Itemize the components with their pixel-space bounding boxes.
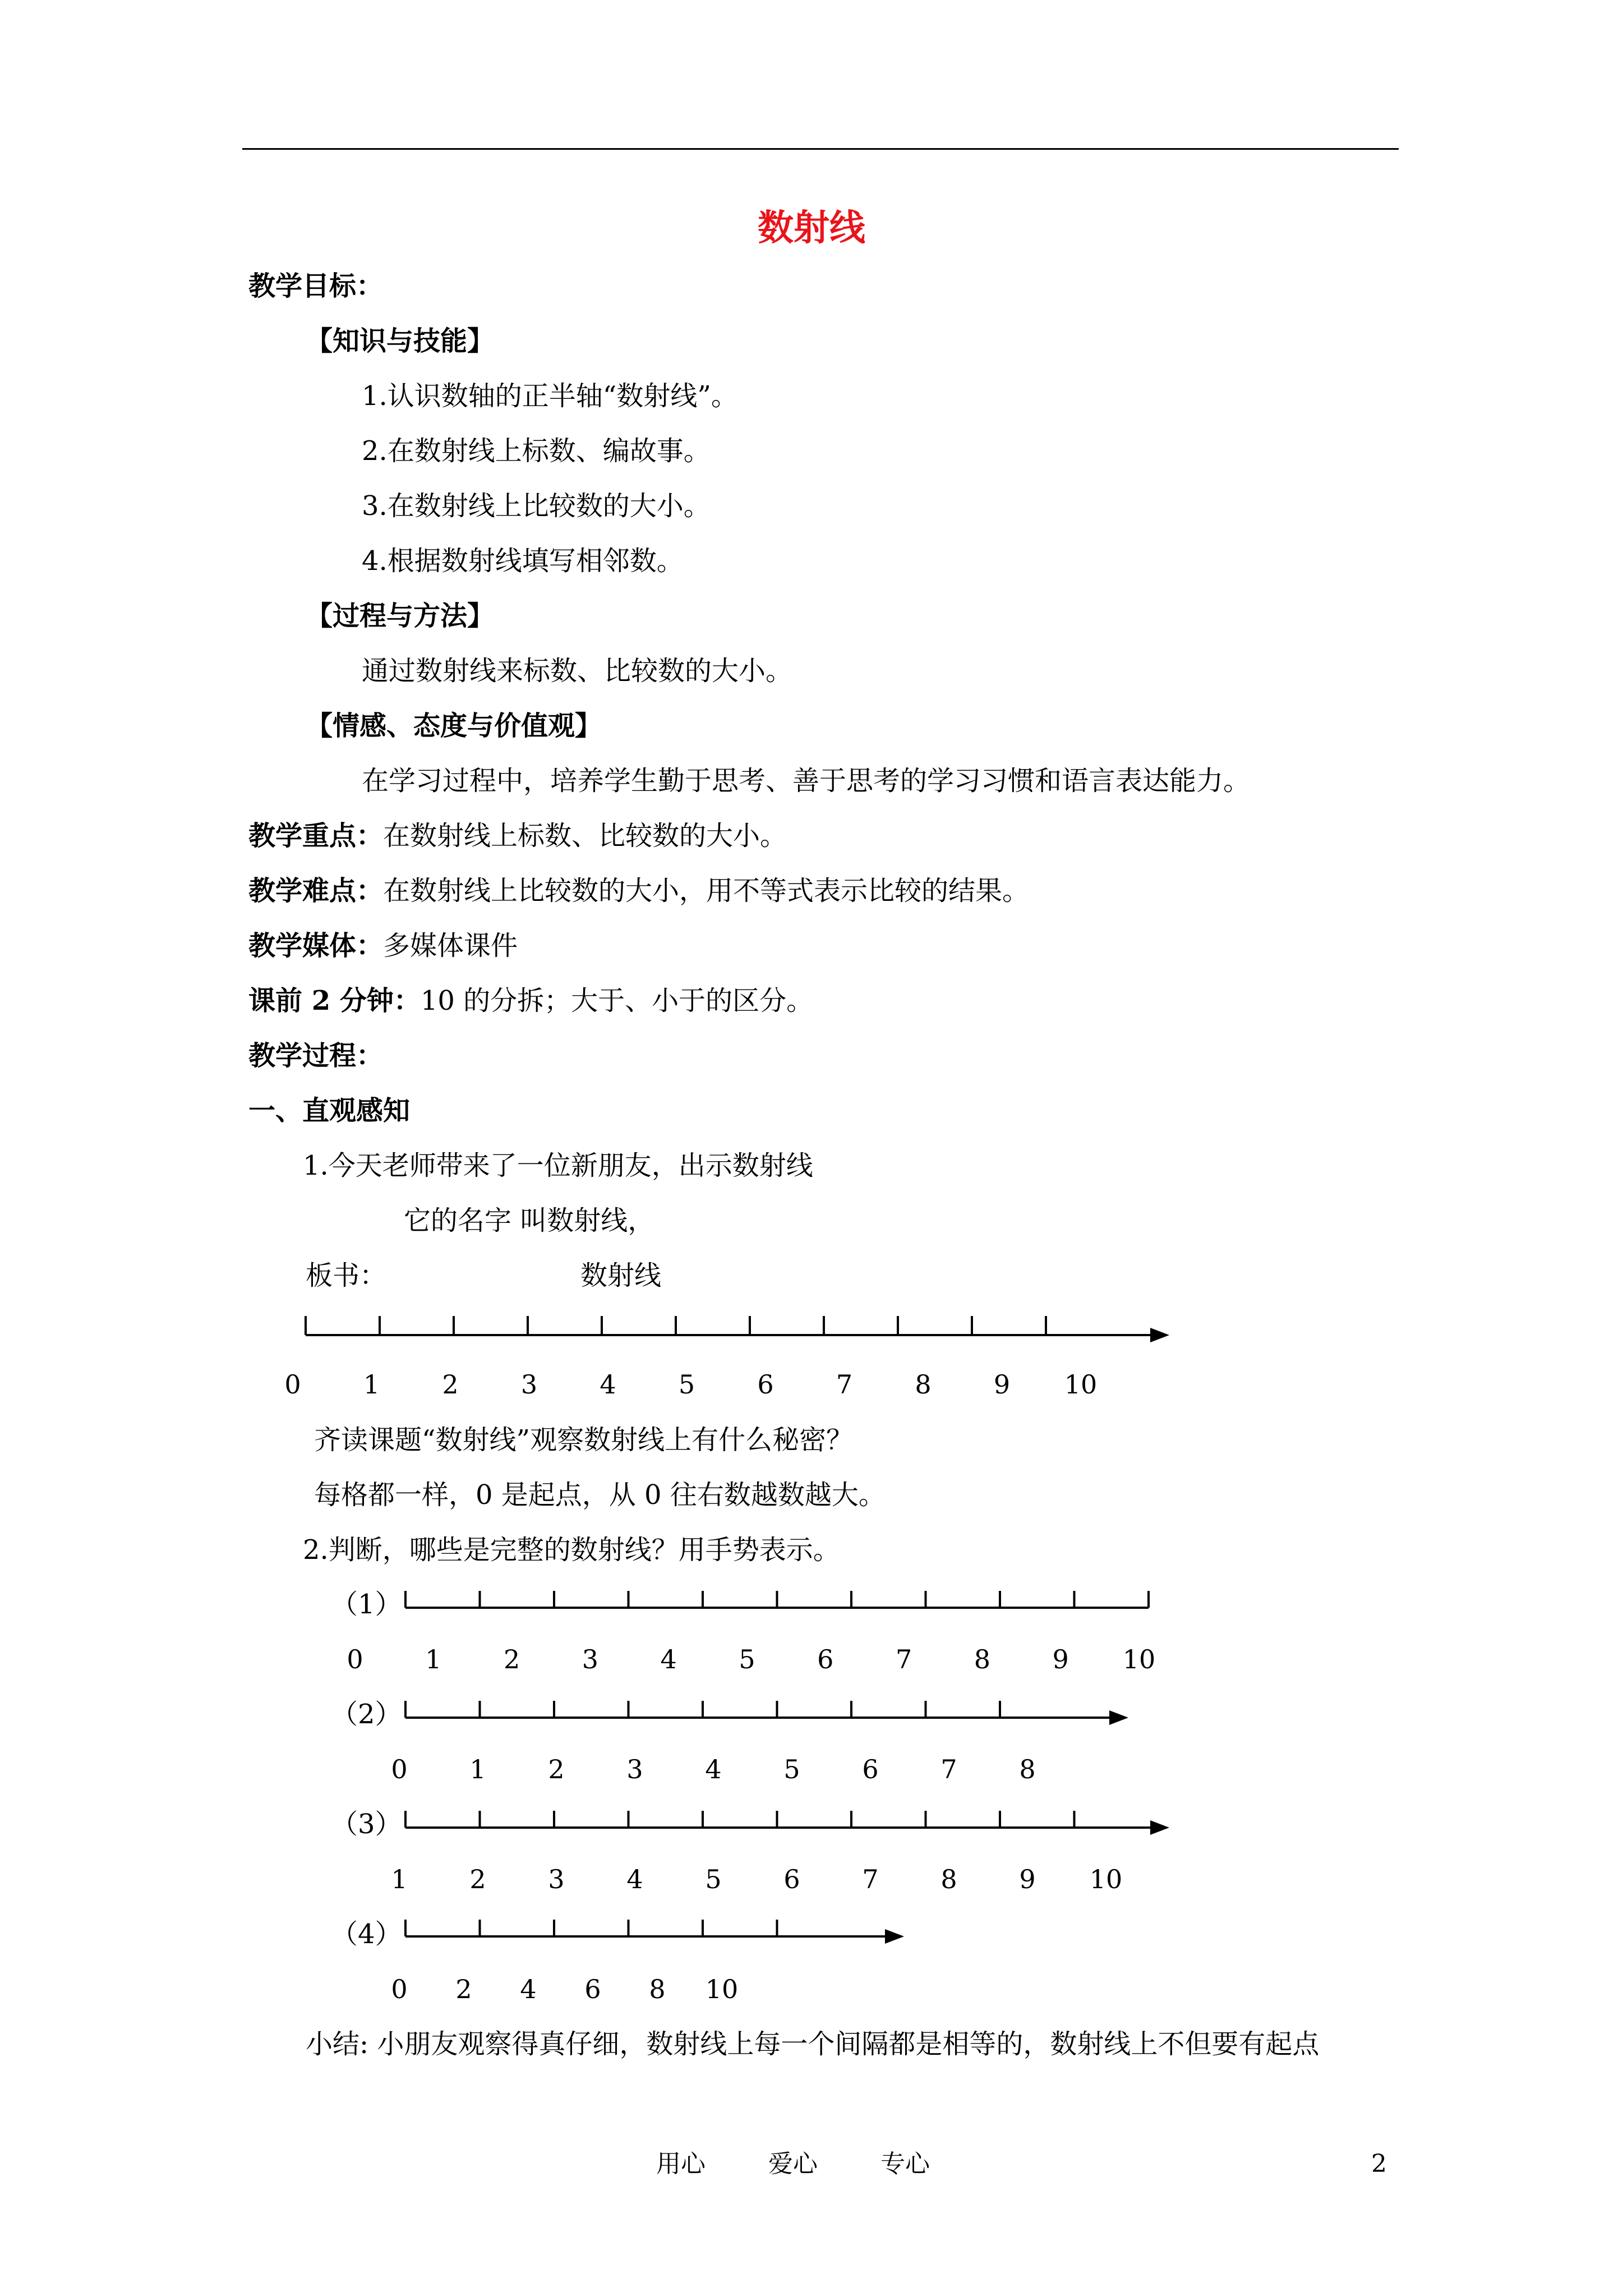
q2-tick-label: 6 — [862, 1754, 879, 1784]
main-tick-label: 7 — [836, 1369, 853, 1400]
observe-text: 每格都一样，0 是起点，从 0 往右数越数越大。 — [314, 1479, 886, 1511]
process-text: 通过数射线来标数、比较数的大小。 — [362, 655, 793, 687]
q4-tick-label: 2 — [455, 1974, 472, 2004]
q3-tick-label: 9 — [1019, 1864, 1036, 1894]
knowledge-item-3: 3.在数射线上比较数的大小。 — [362, 490, 711, 522]
pre-class-label: 课前 2 分钟： — [248, 985, 421, 1016]
q1-tag: （1） — [331, 1589, 402, 1620]
q2-arrowhead — [1109, 1710, 1128, 1725]
q3-tick-label: 2 — [469, 1864, 486, 1894]
q4-tick-label: 0 — [391, 1974, 408, 2004]
knowledge-item-2: 2.在数射线上标数、编故事。 — [362, 435, 711, 467]
main-tick-label: 5 — [678, 1369, 695, 1400]
q3-tick-label: 8 — [940, 1864, 957, 1894]
difficulty-text: 在数射线上比较数的大小，用不等式表示比较的结果。 — [383, 875, 1030, 907]
main-tick-label: 10 — [1064, 1369, 1098, 1400]
q3-tag: （3） — [331, 1809, 402, 1840]
difficulty-label: 教学难点： — [248, 875, 384, 907]
q2-tick-label: 3 — [626, 1754, 643, 1784]
process-title: 教学过程： — [248, 1040, 384, 1071]
q3-tick-label: 4 — [626, 1864, 643, 1894]
q1-tick-label: 9 — [1052, 1644, 1069, 1674]
q3-tick-label: 5 — [705, 1864, 722, 1894]
q4-tick-label: 6 — [584, 1974, 601, 2004]
knowledge-item-1: 1.认识数轴的正半轴“数射线”。 — [362, 380, 738, 412]
q3-tick-label: 6 — [783, 1864, 800, 1894]
q1-tick-label: 6 — [817, 1644, 834, 1674]
board-label: 板书： — [306, 1260, 387, 1291]
main-tick-label: 1 — [363, 1369, 380, 1400]
process-heading: 【过程与方法】 — [306, 600, 495, 632]
q3-arrowhead — [1150, 1820, 1169, 1835]
step1-sub: 它的名字 叫数射线， — [404, 1205, 655, 1236]
footer-motto-2: 爱心 — [768, 2150, 818, 2178]
q2-tag: （2） — [331, 1699, 402, 1730]
q3-tick-label: 3 — [548, 1864, 565, 1894]
read-text: 齐读课题“数射线”观察数射线上有什么秘密？ — [314, 1424, 854, 1456]
q1-tick-label: 7 — [895, 1644, 912, 1674]
main-tick-label: 4 — [600, 1369, 616, 1400]
knowledge-heading: 【知识与技能】 — [306, 325, 495, 357]
main-tick-label: 3 — [520, 1369, 538, 1400]
pre-class-text: 10 的分拆；大于、小于的区分。 — [420, 985, 814, 1016]
q2-tick-label: 7 — [940, 1754, 957, 1784]
q4-tick-label: 4 — [520, 1974, 537, 2004]
q1-tick-label: 1 — [425, 1644, 442, 1674]
goals-heading: 教学目标： — [248, 270, 384, 302]
q2-tick-label: 5 — [783, 1754, 800, 1784]
board-text: 数射线 — [580, 1260, 662, 1291]
page-number: 2 — [1371, 2150, 1387, 2178]
q1-tick-label: 2 — [503, 1644, 520, 1674]
page-title: 数射线 — [758, 207, 865, 249]
q2-tick-label: 0 — [391, 1754, 408, 1784]
q4-tick-label: 10 — [705, 1974, 739, 2004]
main-tick-label: 8 — [915, 1369, 932, 1400]
main-tick-label: 0 — [284, 1369, 301, 1400]
focus-text: 在数射线上标数、比较数的大小。 — [383, 820, 787, 852]
q1-tick-label: 5 — [739, 1644, 755, 1674]
q2-tick-label: 1 — [469, 1754, 486, 1784]
main-arrowhead — [1150, 1328, 1169, 1342]
step1-text: 1.今天老师带来了一位新朋友，出示数射线 — [303, 1150, 813, 1181]
main-tick-label: 6 — [757, 1369, 774, 1400]
q1-tick-label: 8 — [974, 1644, 991, 1674]
knowledge-item-4: 4.根据数射线填写相邻数。 — [362, 545, 684, 577]
media-label: 教学媒体： — [248, 930, 384, 961]
q4-arrowhead — [885, 1929, 904, 1944]
q1-tick-label: 0 — [347, 1644, 363, 1674]
focus-label: 教学重点： — [248, 820, 384, 852]
q4-tag: （4） — [331, 1918, 402, 1950]
q2-tick-label: 2 — [548, 1754, 565, 1784]
emotion-heading: 【情感、态度与价值观】 — [306, 710, 602, 742]
summary-text: 小结: 小朋友观察得真仔细，数射线上每一个间隔都是相等的，数射线上不但要有起点 — [306, 2028, 1320, 2060]
main-tick-label: 9 — [993, 1369, 1011, 1400]
footer-motto-1: 用心 — [656, 2150, 706, 2178]
q1-tick-label: 4 — [660, 1644, 677, 1674]
main-tick-label: 2 — [442, 1369, 459, 1400]
step2-text: 2.判断，哪些是完整的数射线？用手势表示。 — [303, 1534, 840, 1566]
section1-title: 一、直观感知 — [248, 1095, 411, 1126]
q3-tick-label: 1 — [391, 1864, 408, 1894]
q2-tick-label: 4 — [705, 1754, 722, 1784]
q3-tick-label: 7 — [862, 1864, 879, 1894]
footer-motto-3: 专心 — [880, 2150, 930, 2178]
q3-tick-label: 10 — [1089, 1864, 1123, 1894]
q1-tick-label: 10 — [1122, 1644, 1156, 1674]
emotion-text: 在学习过程中，培养学生勤于思考、善于思考的学习习惯和语言表达能力。 — [362, 765, 1251, 797]
q1-tick-label: 3 — [582, 1644, 599, 1674]
q2-tick-label: 8 — [1019, 1754, 1036, 1784]
q4-tick-label: 8 — [649, 1974, 666, 2004]
media-text: 多媒体课件 — [383, 930, 518, 961]
